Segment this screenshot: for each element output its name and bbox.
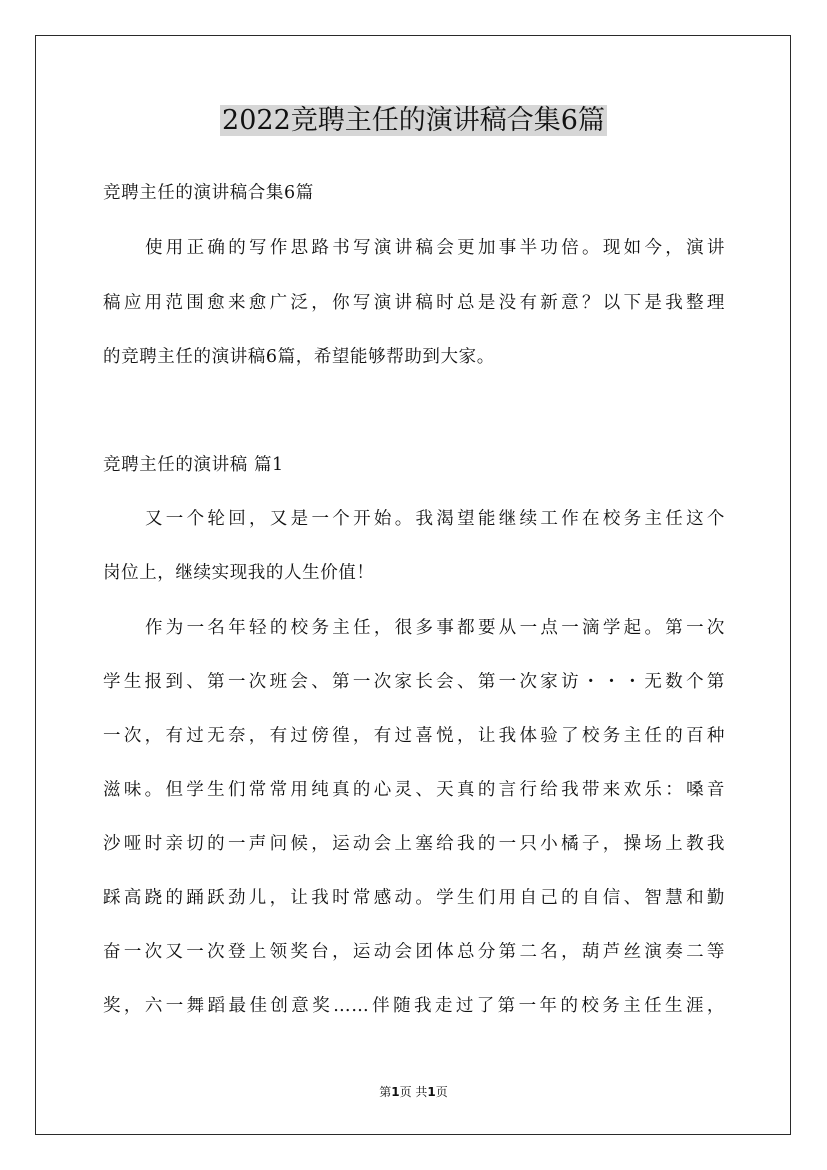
document-title xyxy=(0,98,827,144)
footer-total-pages: 1 xyxy=(427,1085,436,1099)
footer-suffix: 页 xyxy=(435,1085,448,1099)
document-subtitle: 竞聘主任的演讲稿合集6篇 xyxy=(103,183,314,203)
para2-line-4: 滋味。但学生们常常用纯真的心灵、天真的言行给我带来欢乐：嗓音 xyxy=(103,780,725,800)
para2-line-5: 沙哑时亲切的一声问候，运动会上塞给我的一只小橘子，操场上教我 xyxy=(103,834,725,854)
para2-line-1: 作为一名年轻的校务主任，很多事都要从一点一滴学起。第一次 xyxy=(145,618,725,638)
footer-mid: 页 共 xyxy=(399,1085,428,1099)
section-heading: 竞聘主任的演讲稿 篇1 xyxy=(103,455,284,475)
page-footer xyxy=(0,1085,827,1099)
para2-line-3: 一次，有过无奈，有过傍徨，有过喜悦，让我体验了校务主任的百种 xyxy=(103,726,725,746)
para2-line-6: 踩高跷的踊跃劲儿，让我时常感动。学生们用自己的自信、智慧和勤 xyxy=(103,888,725,908)
footer-page-number: 1 xyxy=(391,1085,400,1099)
intro-line-2: 稿应用范围愈来愈广泛，你写演讲稿时总是没有新意？以下是我整理 xyxy=(103,293,725,313)
document-title-text: 2022竞聘主任的演讲稿合集6篇 xyxy=(222,105,605,136)
para2-line-8: 奖，六一舞蹈最佳创意奖……伴随我走过了第一年的校务主任生涯， xyxy=(103,996,725,1016)
para2-line-7: 奋一次又一次登上领奖台，运动会团体总分第二名，葫芦丝演奏二等 xyxy=(103,942,725,962)
intro-line-1: 使用正确的写作思路书写演讲稿会更加事半功倍。现如今，演讲 xyxy=(145,238,725,258)
intro-line-3: 的竞聘主任的演讲稿6篇，希望能够帮助到大家。 xyxy=(103,347,495,367)
para1-line-1: 又一个轮回，又是一个开始。我渴望能继续工作在校务主任这个 xyxy=(145,509,725,529)
para1-line-2: 岗位上，继续实现我的人生价值！ xyxy=(103,563,375,583)
para2-line-2: 学生报到、第一次班会、第一次家长会、第一次家访・・・无数个第 xyxy=(103,672,725,692)
footer-prefix: 第 xyxy=(379,1085,392,1099)
